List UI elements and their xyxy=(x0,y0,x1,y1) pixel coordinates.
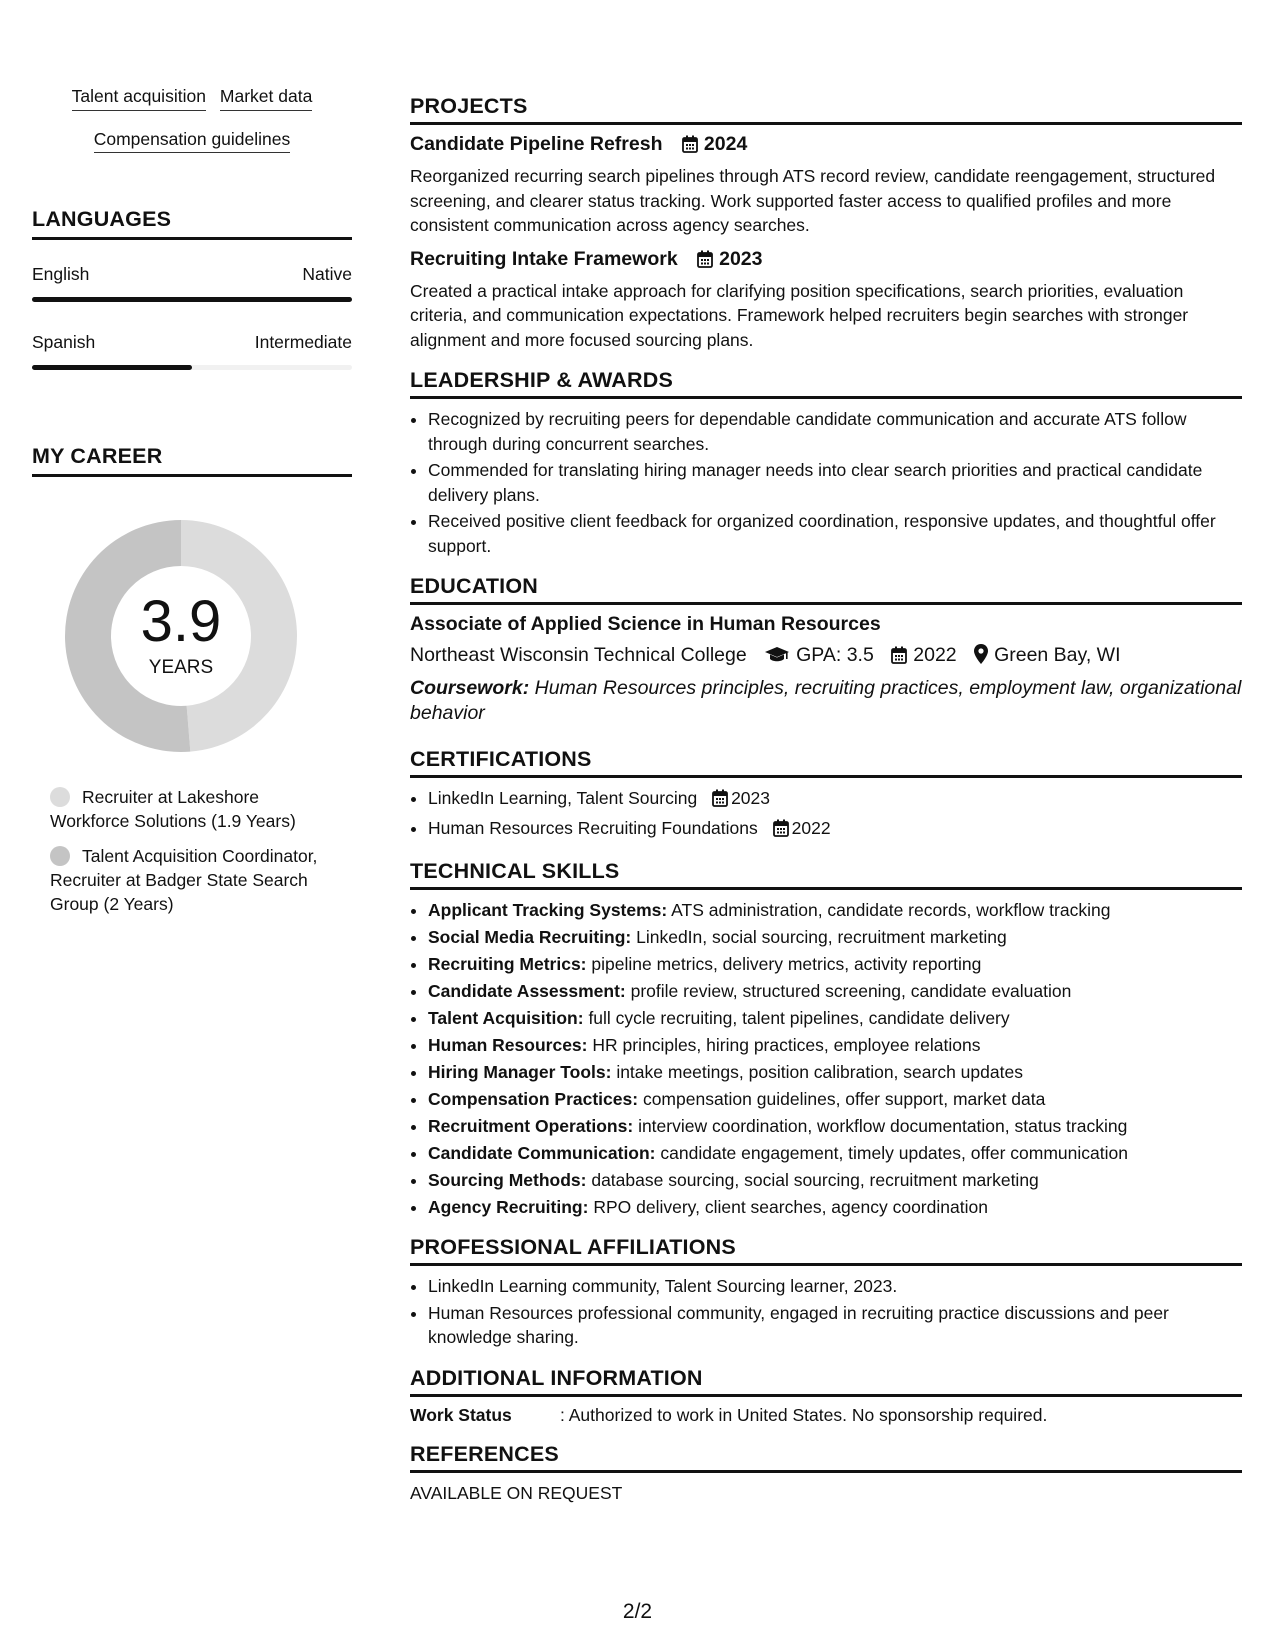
skill-category: Human Resources: xyxy=(428,1035,588,1055)
certifications-section xyxy=(410,747,1242,843)
career-donut-chart xyxy=(56,511,306,761)
skill-details: intake meetings, position calibration, search updates xyxy=(616,1062,1023,1082)
skill-details: profile review, structured screening, candidate evaluation xyxy=(630,981,1072,1001)
project-description: Reorganized recurring search pipelines through ATS record review, candidate reengagement, structured screening, and clearer status tracking. Work supported faster access to qualified profiles and more consistent communication across agency searches. xyxy=(410,166,1216,235)
skill-category: Applicant Tracking Systems: xyxy=(428,900,668,920)
skill-category: Agency Recruiting: xyxy=(428,1197,589,1217)
language-item xyxy=(32,332,352,370)
skill-item xyxy=(428,1141,1242,1165)
section-heading: CERTIFICATIONS xyxy=(410,747,1242,778)
school-name: Northeast Wisconsin Technical College xyxy=(410,644,747,666)
graduation-year: 2022 xyxy=(913,644,957,666)
section-heading: EDUCATION xyxy=(410,574,1242,605)
skill-category: Candidate Communication: xyxy=(428,1143,656,1163)
affiliations-list xyxy=(410,1274,1242,1350)
list-item: • Recognized by recruiting peers for dependable candidate communication and accurate ATS follow through during concurrent searches. xyxy=(428,407,1242,456)
skill-details: interview coordination, workflow documentation, status tracking xyxy=(638,1116,1128,1136)
project-year: 2023 xyxy=(719,247,763,270)
work-status-label: Work Status xyxy=(410,1404,512,1425)
leadership-list xyxy=(410,407,1242,558)
donut-center xyxy=(56,511,306,761)
proficiency-bar xyxy=(32,365,352,370)
legend-swatch xyxy=(50,787,70,807)
graduation-cap-icon xyxy=(764,646,790,670)
language-level: Intermediate xyxy=(254,332,352,352)
page-number: 2/2 xyxy=(622,1600,653,1623)
skill-item xyxy=(428,952,1242,976)
project-description: Created a practical intake approach for clarifying position specifications, search priorities, evaluation criteria, and communication expectations. Framework helped recruiters begin searches with stronger alignment and more focused sourcing plans. xyxy=(410,280,1189,350)
skill-details: compensation guidelines, offer support, market data xyxy=(642,1089,1046,1109)
tag: Talent acquisition xyxy=(72,88,206,111)
additional-information-section xyxy=(410,1366,1242,1426)
project-item xyxy=(410,133,1242,238)
certification-name: LinkedIn Learning, Talent Sourcing xyxy=(428,788,698,808)
right-column xyxy=(410,94,1242,1520)
technical-skills-section xyxy=(410,859,1242,1219)
skill-category: Social Media Recruiting: xyxy=(428,927,632,947)
references-text: AVAILABLE ON REQUEST xyxy=(410,1482,623,1503)
projects-section xyxy=(410,94,1242,352)
skill-details: LinkedIn, social sourcing, recruitment marketing xyxy=(636,927,1007,947)
skill-details: pipeline metrics, delivery metrics, activity reporting xyxy=(591,954,982,974)
legend-label: Recruiter at Lakeshore Workforce Solutions (1.9 Years) xyxy=(50,787,296,831)
skill-item xyxy=(428,1033,1242,1057)
section-heading: LANGUAGES xyxy=(32,207,352,240)
section-heading: MY CAREER xyxy=(32,444,352,477)
education-details xyxy=(410,644,1242,670)
work-status-value: : Authorized to work in United States. No sponsorship required. xyxy=(560,1404,1048,1425)
section-heading: ADDITIONAL INFORMATION xyxy=(410,1366,1242,1397)
section-heading: PROFESSIONAL AFFILIATIONS xyxy=(410,1235,1242,1266)
tag: Compensation guidelines xyxy=(94,131,291,154)
skill-category: Sourcing Methods: xyxy=(428,1170,587,1190)
project-title: Candidate Pipeline Refresh xyxy=(410,133,663,155)
list-item: • LinkedIn Learning community, Talent Sourcing learner, 2023. xyxy=(428,1274,1242,1299)
calendar-icon xyxy=(773,819,789,844)
skill-item xyxy=(428,1006,1242,1030)
proficiency-fill xyxy=(32,297,352,302)
skill-details: ATS administration, candidate records, workflow tracking xyxy=(671,900,1111,920)
project-item xyxy=(410,248,1242,353)
skill-item xyxy=(428,1195,1242,1219)
affiliations-section xyxy=(410,1235,1242,1350)
skill-item xyxy=(428,979,1242,1003)
education-section xyxy=(410,574,1242,725)
location-pin-icon xyxy=(974,644,988,670)
references-section xyxy=(410,1442,1242,1504)
section-heading: PROJECTS xyxy=(410,94,1242,125)
certification-item xyxy=(428,786,1242,814)
skill-category: Recruitment Operations: xyxy=(428,1116,634,1136)
school-location: Green Bay, WI xyxy=(994,644,1121,666)
certification-year: 2022 xyxy=(791,817,831,838)
tag: Market data xyxy=(220,88,312,111)
language-name: Spanish xyxy=(32,332,96,352)
project-year: 2024 xyxy=(703,133,748,155)
certification-name: Human Resources Recruiting Foundations xyxy=(428,817,758,838)
language-item xyxy=(32,264,352,302)
section-heading: REFERENCES xyxy=(410,1442,1242,1473)
career-section xyxy=(32,444,352,916)
skill-details: database sourcing, social sourcing, recruitment marketing xyxy=(591,1170,1039,1190)
work-status-row xyxy=(410,1405,1242,1426)
career-total-years: 3.9 xyxy=(140,589,222,654)
gpa: GPA: 3.5 xyxy=(796,644,874,666)
skill-details: candidate engagement, timely updates, offer communication xyxy=(660,1143,1128,1163)
degree-title: Associate of Applied Science in Human Resources xyxy=(410,613,881,635)
coursework xyxy=(410,676,1242,725)
coursework-text: Human Resources principles, recruiting practices, employment law, organizational behavior xyxy=(410,677,1242,724)
section-heading: TECHNICAL SKILLS xyxy=(410,859,1242,890)
skill-details: HR principles, hiring practices, employee relations xyxy=(592,1035,981,1055)
list-item: • Human Resources professional community, engaged in recruiting practice discussions and peer knowledge sharing. xyxy=(428,1301,1242,1350)
left-column xyxy=(32,88,352,927)
skill-item xyxy=(428,1060,1242,1084)
calendar-icon xyxy=(712,789,728,814)
skill-item xyxy=(428,1168,1242,1192)
certification-year: 2023 xyxy=(731,788,770,808)
proficiency-bar xyxy=(32,297,352,302)
career-unit: YEARS xyxy=(148,657,214,678)
career-legend xyxy=(50,785,330,916)
calendar-icon xyxy=(697,250,713,274)
calendar-icon xyxy=(891,646,907,670)
skill-category: Hiring Manager Tools: xyxy=(428,1062,612,1082)
skill-category: Recruiting Metrics: xyxy=(428,954,587,974)
coursework-label: Coursework: xyxy=(410,677,530,699)
language-level: Native xyxy=(302,264,352,284)
proficiency-fill xyxy=(32,365,192,370)
skill-details: full cycle recruiting, talent pipelines, candidate delivery xyxy=(588,1008,1010,1028)
legend-item xyxy=(50,844,330,916)
skill-item xyxy=(428,898,1242,922)
leadership-section xyxy=(410,368,1242,558)
legend-swatch xyxy=(50,846,70,866)
calendar-icon xyxy=(682,135,698,159)
certifications-list xyxy=(410,786,1242,843)
skill-category: Talent Acquisition: xyxy=(428,1008,584,1028)
project-title: Recruiting Intake Framework xyxy=(410,247,678,270)
skill-category: Compensation Practices: xyxy=(428,1089,639,1109)
skills-list xyxy=(410,898,1242,1219)
skill-item xyxy=(428,925,1242,949)
interest-tags xyxy=(32,88,352,173)
languages-section xyxy=(32,207,352,370)
skill-item xyxy=(428,1114,1242,1138)
list-item: • Received positive client feedback for organized coordination, responsive updates, and thoughtful offer support. xyxy=(428,509,1242,558)
section-heading: LEADERSHIP & AWARDS xyxy=(410,368,1242,399)
skill-item xyxy=(428,1087,1242,1111)
language-name: English xyxy=(32,264,90,284)
legend-label: Talent Acquisition Coordinator, Recruiter at Badger State Search Group (2 Years) xyxy=(50,846,318,914)
skill-category: Candidate Assessment: xyxy=(428,981,626,1001)
skill-details: RPO delivery, client searches, agency coordination xyxy=(593,1197,988,1217)
certification-item xyxy=(428,816,1242,844)
list-item: • Commended for translating hiring manager needs into clear search priorities and practical candidate delivery plans. xyxy=(428,458,1242,507)
legend-item xyxy=(50,785,330,833)
